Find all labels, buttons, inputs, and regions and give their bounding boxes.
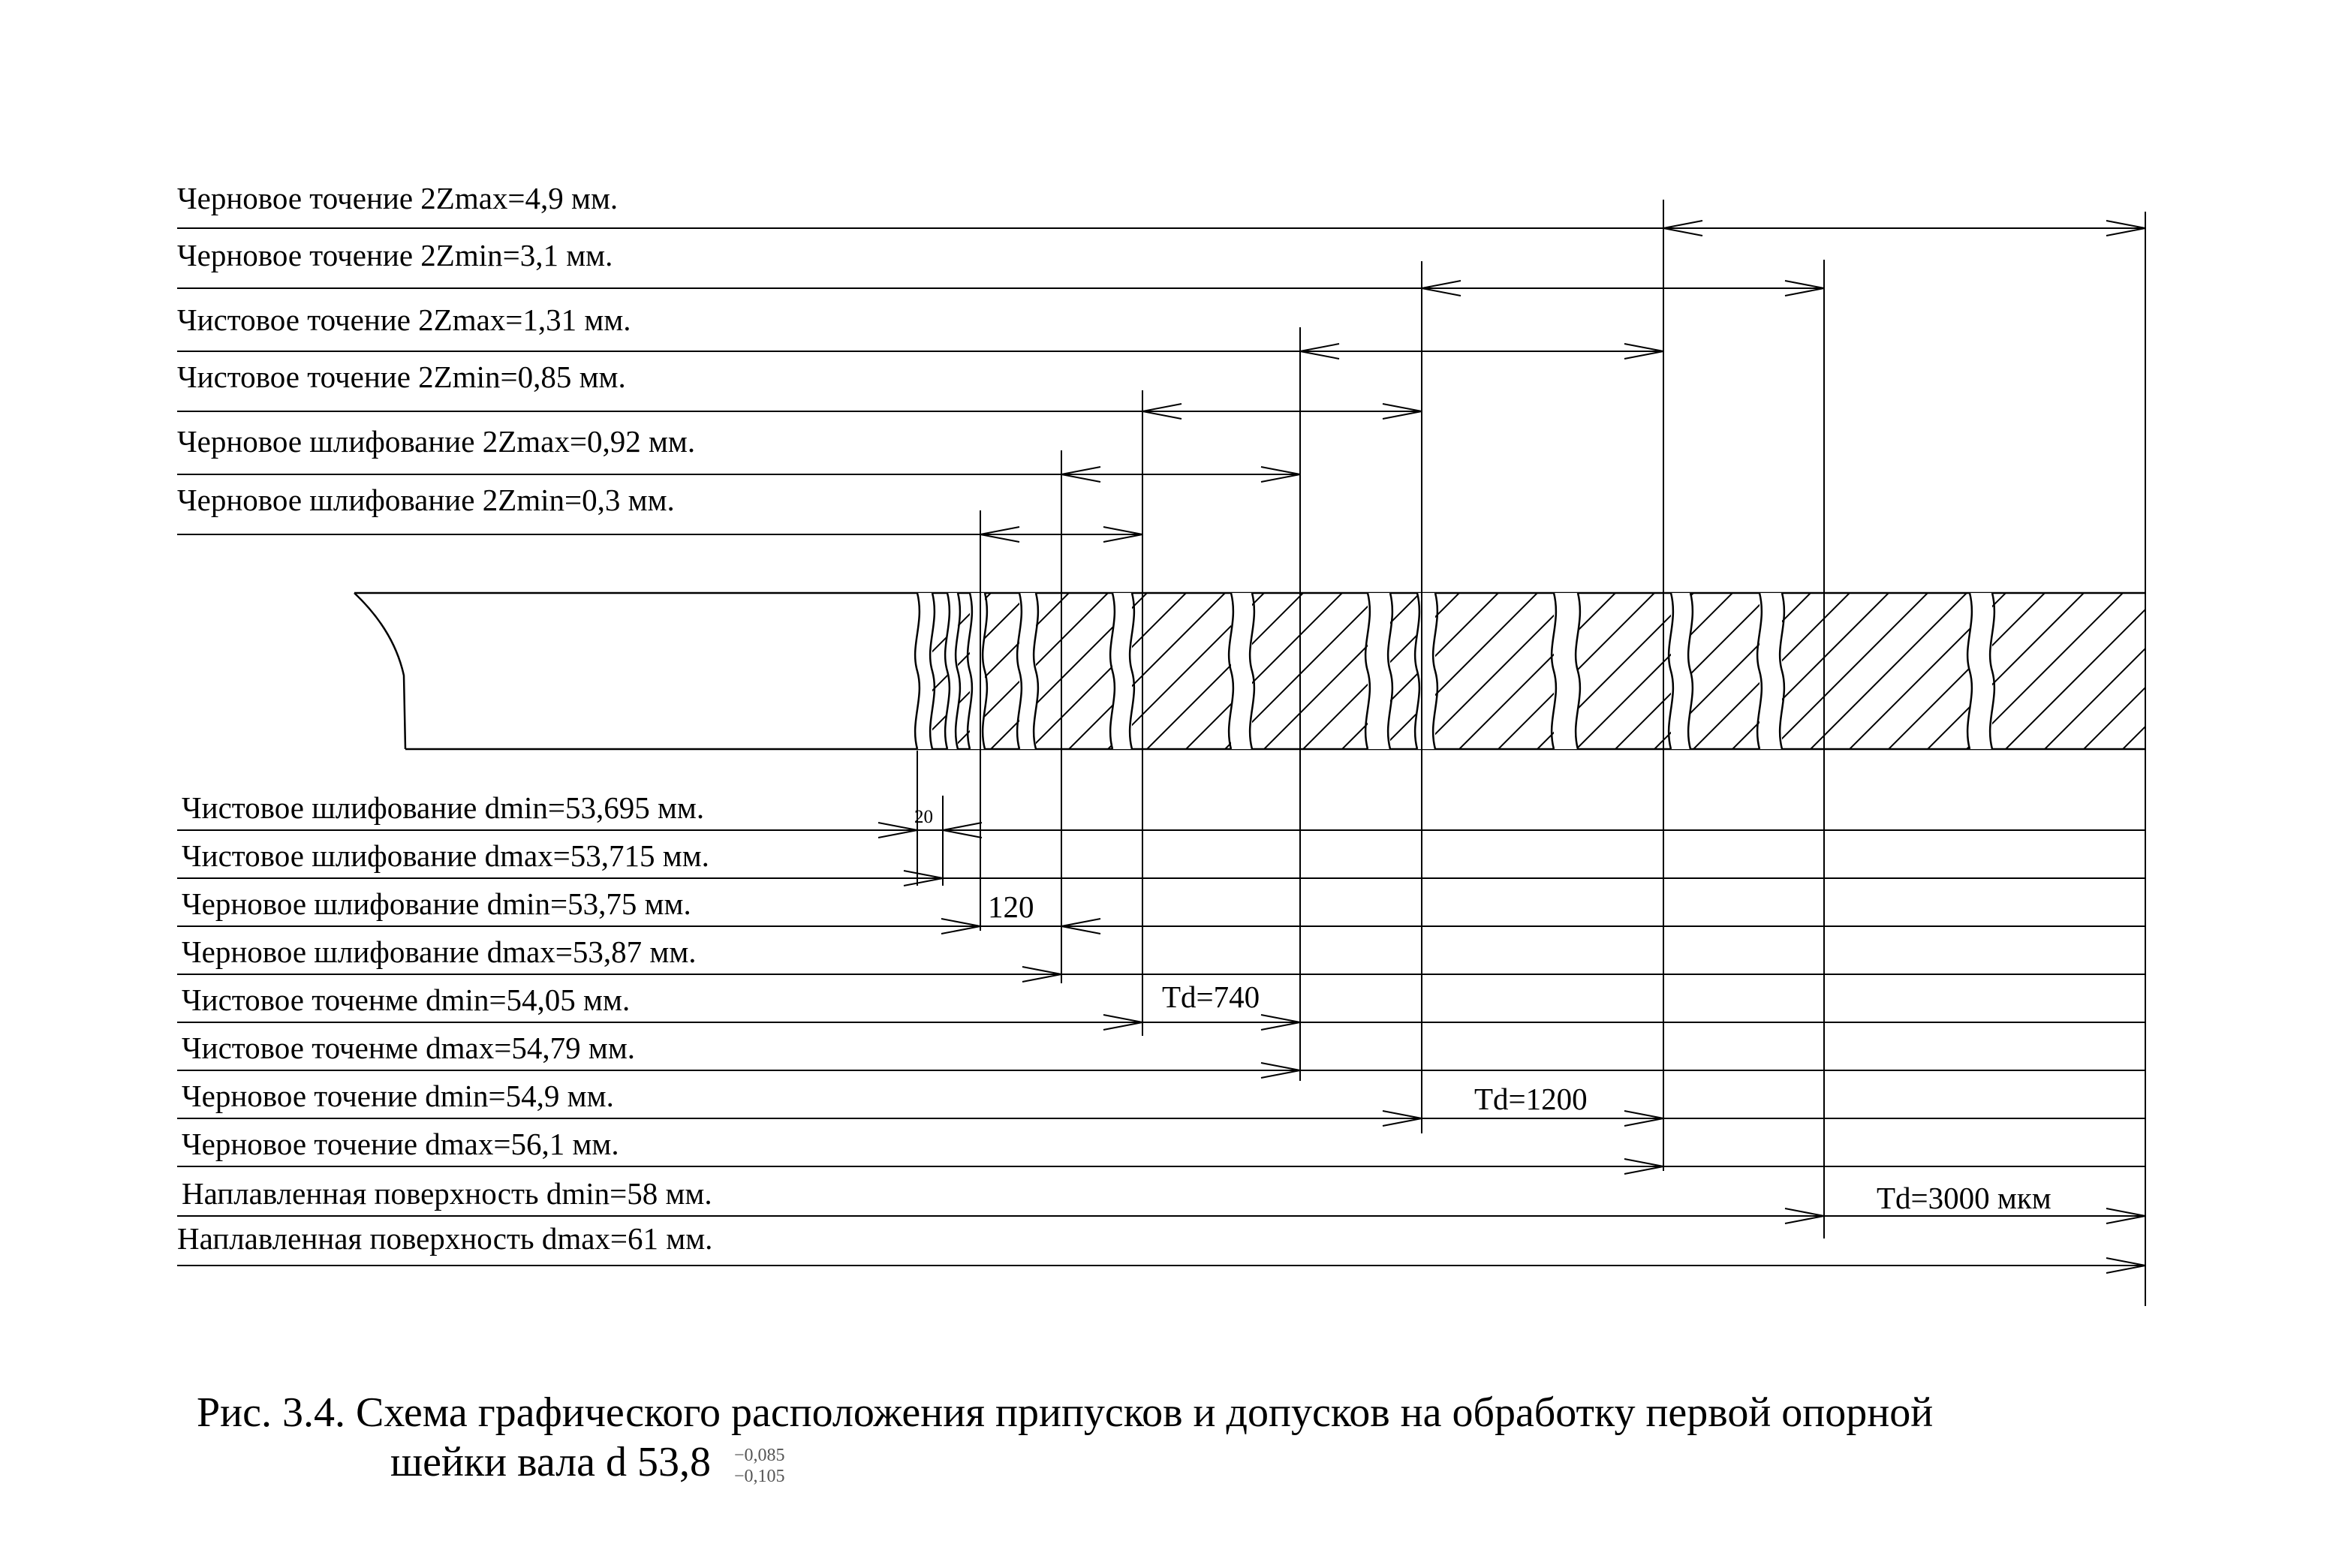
boundary-lines [917,200,2145,1306]
caption-line-2: шейки вала d 53,8 [390,1439,711,1485]
tolerance-20-label: 20 [914,807,933,827]
size-label-rough-turning-max: Черновое точение dmax=56,1 мм. [182,1127,619,1161]
size-label-rough-turning-min: Черновое точение dmin=54,9 мм. [182,1079,614,1113]
size-label-deposited-min: Наплавленная поверхность dmin=58 мм. [182,1176,712,1211]
caption-tolerance-lower: −0,105 [734,1467,785,1486]
stock-labels [177,181,695,517]
size-label-finish-turning-min: Чистовое точенме dmin=54,05 мм. [182,983,631,1017]
caption-tolerance-upper: −0,085 [734,1446,785,1465]
tolerance-labels [914,807,2051,1215]
size-label-rough-grinding-min: Черновое шлифование dmin=53,75 мм. [182,886,691,921]
break-lines [915,593,1994,749]
figure-caption [197,1389,1933,1486]
size-label-finish-grinding-min: Чистовое шлифование dmin=53,695 мм. [182,790,705,825]
break-gap [1970,593,1992,749]
stock-label-finish-turning-min: Чистовое точение 2Zmin=0,85 мм. [177,360,626,394]
tolerance-740-label: Td=740 [1162,980,1260,1014]
stock-label-rough-turning-min: Черновое точение 2Zmin=3,1 мм. [177,238,613,272]
break-gap [1231,593,1252,749]
stock-label-finish-turning-max: Чистовое точение 2Zmax=1,31 мм. [177,302,631,337]
size-label-deposited-max: Наплавленная поверхность dmax=61 мм. [177,1221,713,1256]
size-label-rough-grinding-max: Черновое шлифование dmax=53,87 мм. [182,934,697,969]
stock-label-rough-turning-max: Черновое точение 2Zmax=4,9 мм. [177,181,619,215]
break-gap [1554,593,1578,749]
tolerance-120-label: 120 [988,889,1034,924]
tolerance-3000-label: Td=3000 мкм [1877,1181,2051,1215]
tolerance-1200-label: Td=1200 [1474,1082,1588,1116]
stock-label-rough-grinding-min: Черновое шлифование 2Zmin=0,3 мм. [177,483,675,517]
caption-line-1: Рис. 3.4. Схема графического расположения припусков и допусков на обработку первой опорной [197,1389,1934,1436]
break-gap [1760,593,1782,749]
shaft-hatching [826,578,2345,758]
break-gap [1368,593,1390,749]
stock-label-rough-grinding-max: Черновое шлифование 2Zmax=0,92 мм. [177,424,696,459]
size-label-finish-grinding-max: Чистовое шлифование dmax=53,715 мм. [182,838,709,873]
size-label-finish-turning-max: Чистовое точенме dmax=54,79 мм. [182,1031,636,1065]
